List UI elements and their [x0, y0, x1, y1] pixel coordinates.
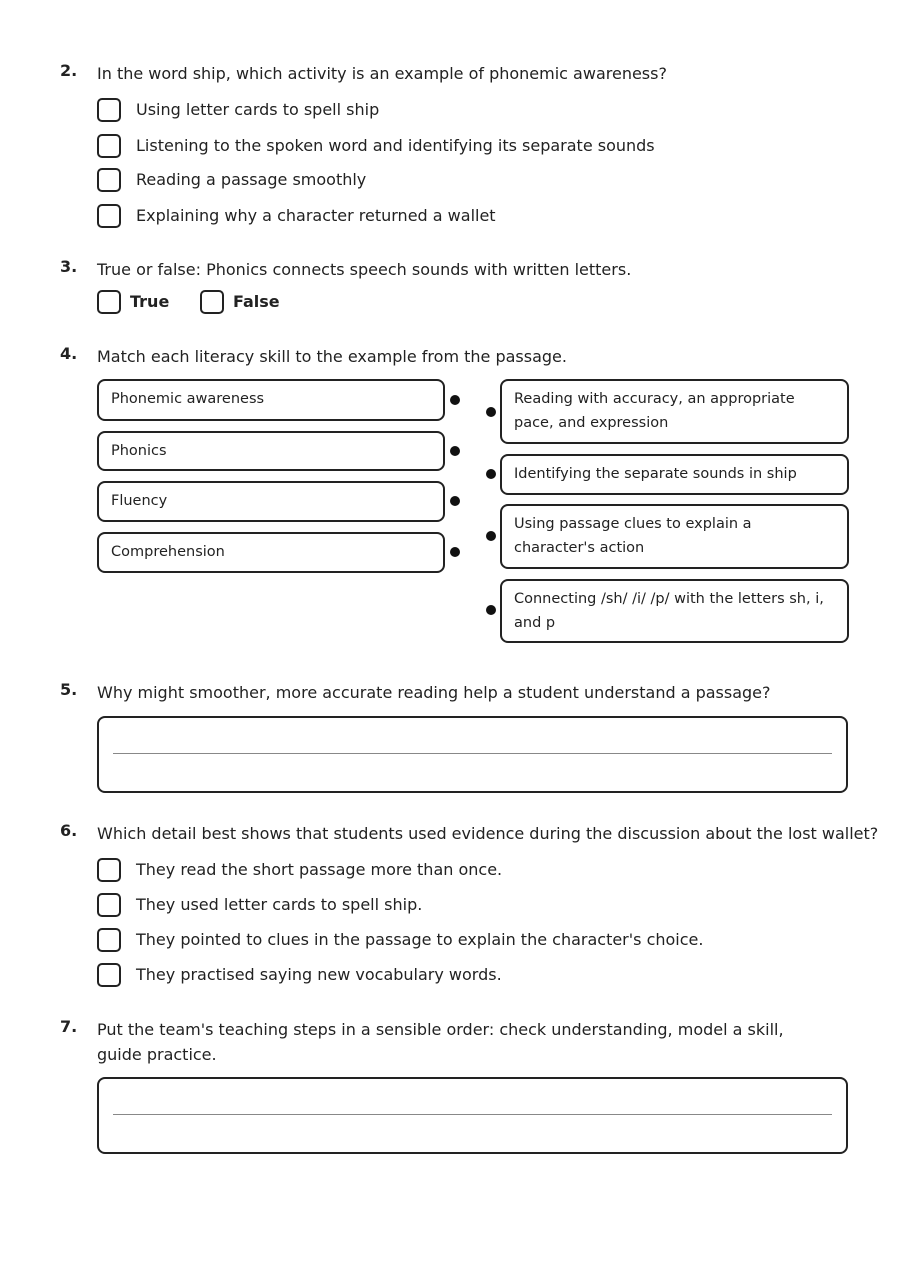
option-label: Listening to the spoken word and identifying its separate sounds	[136, 136, 655, 155]
match-left-3[interactable]	[97, 481, 445, 522]
checkbox[interactable]	[97, 290, 121, 314]
question-text: In the word ship, which activity is an example of phonemic awareness?	[97, 64, 667, 83]
question-number: 4.	[60, 344, 78, 363]
match-left-dot-4[interactable]	[450, 547, 460, 557]
match-right-dot-2[interactable]	[486, 469, 496, 479]
question-text: Match each literacy skill to the example from the passage.	[97, 347, 567, 366]
match-left-2[interactable]	[97, 431, 445, 471]
match-left-dot-3[interactable]	[450, 496, 460, 506]
match-label: Fluency	[111, 493, 168, 509]
option-label: They practised saying new vocabulary words.	[136, 965, 502, 984]
question-number: 3.	[60, 257, 78, 276]
answer-line	[113, 753, 832, 754]
answer-box-7[interactable]	[97, 1077, 848, 1154]
match-label: Reading with accuracy, an appropriate pace, and expression	[514, 391, 795, 431]
checkbox[interactable]	[97, 928, 121, 952]
option-label: Explaining why a character returned a wallet	[136, 206, 496, 225]
match-label: Connecting /sh/ /i/ /p/ with the letters sh, i, and p	[514, 591, 824, 631]
question-text: Which detail best shows that students used evidence during the discussion about the lost wallet?	[97, 824, 879, 843]
option-label: They used letter cards to spell ship.	[136, 895, 423, 914]
false-label: False	[233, 292, 280, 311]
match-left-4[interactable]	[97, 532, 445, 573]
question-text: Put the team's teaching steps in a sensible order: check understanding, model a skill, guide practice.	[97, 1020, 784, 1064]
option-label: Reading a passage smoothly	[136, 170, 367, 189]
true-label: True	[130, 292, 170, 311]
answer-box-5[interactable]	[97, 716, 848, 793]
question-text: Why might smoother, more accurate reading help a student understand a passage?	[97, 683, 771, 702]
question-number: 2.	[60, 61, 78, 80]
question-number: 6.	[60, 821, 78, 840]
match-left-1[interactable]	[97, 379, 445, 421]
option-label: They pointed to clues in the passage to explain the character's choice.	[136, 930, 704, 949]
option-label: Using letter cards to spell ship	[136, 100, 380, 119]
checkbox[interactable]	[97, 963, 121, 987]
question-text: True or false: Phonics connects speech sounds with written letters.	[97, 260, 632, 279]
checkbox[interactable]	[97, 168, 121, 192]
answer-line	[113, 1114, 832, 1115]
question-number: 5.	[60, 680, 78, 699]
match-label: Using passage clues to explain a character's action	[514, 516, 752, 556]
checkbox[interactable]	[97, 134, 121, 158]
match-right-2[interactable]	[500, 454, 849, 495]
checkbox[interactable]	[97, 204, 121, 228]
match-right-dot-1[interactable]	[486, 407, 496, 417]
match-left-dot-2[interactable]	[450, 446, 460, 456]
match-label: Identifying the separate sounds in ship	[514, 466, 797, 482]
match-left-dot-1[interactable]	[450, 395, 460, 405]
match-right-3[interactable]	[500, 504, 849, 569]
question-number: 7.	[60, 1017, 78, 1036]
checkbox[interactable]	[97, 893, 121, 917]
checkbox[interactable]	[200, 290, 224, 314]
match-right-4[interactable]	[500, 579, 849, 643]
match-label: Phonemic awareness	[111, 391, 265, 407]
match-label: Comprehension	[111, 544, 225, 560]
match-label: Phonics	[111, 443, 167, 459]
match-right-dot-4[interactable]	[486, 605, 496, 615]
checkbox[interactable]	[97, 98, 121, 122]
match-right-dot-3[interactable]	[486, 531, 496, 541]
checkbox[interactable]	[97, 858, 121, 882]
match-right-1[interactable]	[500, 379, 849, 444]
option-label: They read the short passage more than once.	[136, 860, 503, 879]
